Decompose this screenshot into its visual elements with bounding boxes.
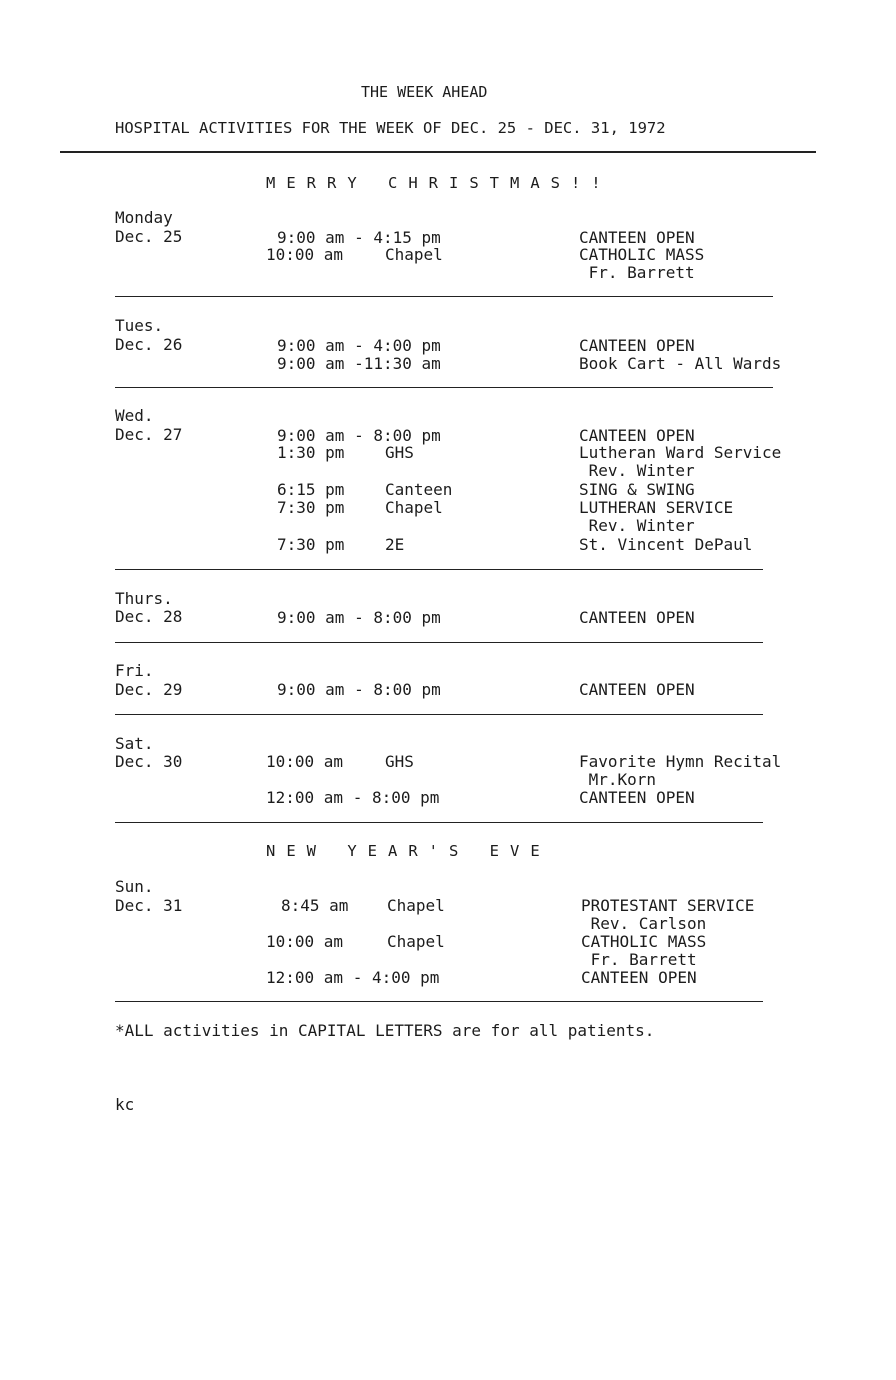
day-label: Tues. (115, 316, 164, 335)
entry-place: Chapel (385, 498, 443, 517)
section-divider (115, 822, 763, 823)
day-date: Dec. 31 (115, 896, 183, 915)
christmas-banner: MERRY CHRISTMAS!! (266, 174, 612, 192)
section-divider (115, 296, 773, 297)
entry-time: 9:00 am -11:30 am (277, 354, 441, 373)
day-date: Dec. 30 (115, 752, 183, 771)
day-label: Sat. (115, 734, 154, 753)
entry-activity-detail: Rev. Winter (579, 461, 695, 480)
entry-activity: CANTEEN OPEN (579, 680, 695, 699)
section-divider (115, 714, 763, 715)
day-date: Dec. 26 (115, 335, 183, 354)
entry-activity-detail: Fr. Barrett (579, 263, 695, 282)
entry-time: 8:45 am (281, 896, 349, 915)
entry-activity-detail: Rev. Winter (579, 516, 695, 535)
day-date: Dec. 28 (115, 607, 183, 626)
entry-time: 12:00 am - 4:00 pm (266, 968, 440, 987)
entry-activity: CANTEEN OPEN (579, 788, 695, 807)
footnote: *ALL activities in CAPITAL LETTERS are for all patients. (115, 1021, 655, 1040)
section-divider (115, 1001, 763, 1002)
entry-activity-detail: Mr.Korn (579, 770, 657, 789)
entry-time: 12:00 am - 8:00 pm (266, 788, 440, 807)
entry-activity: CANTEEN OPEN (579, 426, 695, 445)
entry-time: 7:30 pm (277, 535, 345, 554)
day-label: Monday (115, 208, 173, 227)
page-subtitle: HOSPITAL ACTIVITIES FOR THE WEEK OF DEC. 25 - DEC. 31, 1972 (115, 119, 666, 137)
entry-activity: Book Cart - All Wards (579, 354, 782, 373)
entry-activity: PROTESTANT SERVICE (581, 896, 755, 915)
day-date: Dec. 25 (115, 227, 183, 246)
entry-activity-detail: Rev. Carlson (581, 914, 707, 933)
entry-place: GHS (385, 752, 414, 771)
entry-activity: St. Vincent DePaul (579, 535, 753, 554)
day-label: Fri. (115, 661, 154, 680)
new-years-eve-banner: NEW YEAR'S EVE (266, 842, 551, 860)
entry-time: 9:00 am - 8:00 pm (277, 608, 441, 627)
day-date: Dec. 27 (115, 425, 183, 444)
day-date: Dec. 29 (115, 680, 183, 699)
entry-activity: CANTEEN OPEN (581, 968, 697, 987)
entry-place: 2E (385, 535, 405, 554)
entry-place: Canteen (385, 480, 453, 499)
entry-activity: CANTEEN OPEN (579, 608, 695, 627)
entry-time: 9:00 am - 4:00 pm (277, 336, 441, 355)
entry-activity: LUTHERAN SERVICE (579, 498, 734, 517)
entry-activity: SING & SWING (579, 480, 695, 499)
entry-activity: Lutheran Ward Service (579, 443, 782, 462)
section-divider (115, 387, 773, 388)
entry-time: 9:00 am - 8:00 pm (277, 426, 441, 445)
entry-place: Chapel (387, 896, 445, 915)
entry-time: 9:00 am - 4:15 pm (277, 228, 441, 247)
entry-activity: CATHOLIC MASS (579, 245, 705, 264)
entry-activity-detail: Fr. Barrett (581, 950, 697, 969)
day-label: Thurs. (115, 589, 173, 608)
page-title: THE WEEK AHEAD (361, 83, 488, 101)
entry-time: 1:30 pm (277, 443, 345, 462)
entry-activity: CATHOLIC MASS (581, 932, 707, 951)
section-divider (115, 569, 763, 570)
entry-time: 9:00 am - 8:00 pm (277, 680, 441, 699)
entry-time: 10:00 am (266, 932, 344, 951)
typist-initials: kc (115, 1095, 135, 1114)
entry-time: 7:30 pm (277, 498, 345, 517)
entry-place: Chapel (385, 245, 443, 264)
entry-place: GHS (385, 443, 414, 462)
entry-time: 10:00 am (266, 245, 344, 264)
entry-place: Chapel (387, 932, 445, 951)
entry-activity: CANTEEN OPEN (579, 228, 695, 247)
entry-time: 10:00 am (266, 752, 344, 771)
day-label: Wed. (115, 406, 154, 425)
section-divider (115, 642, 763, 643)
day-label: Sun. (115, 877, 154, 896)
header-divider (60, 151, 816, 153)
entry-activity: CANTEEN OPEN (579, 336, 695, 355)
entry-time: 6:15 pm (277, 480, 345, 499)
entry-activity: Favorite Hymn Recital (579, 752, 782, 771)
